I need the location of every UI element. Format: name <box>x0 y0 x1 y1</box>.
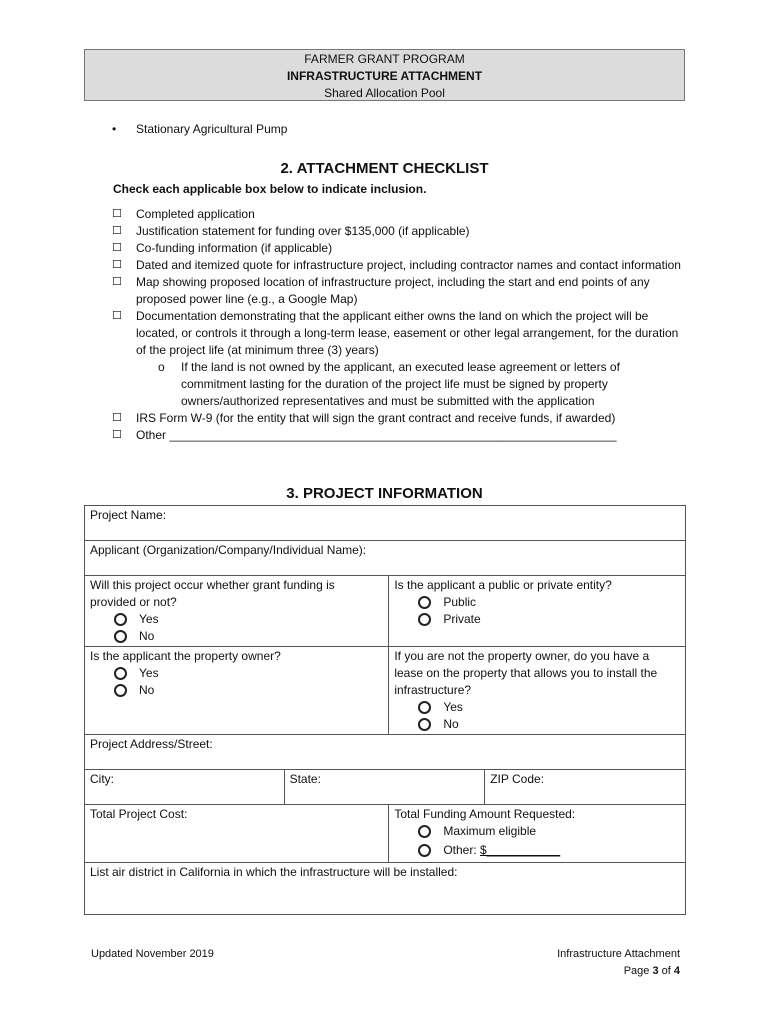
radio-icon[interactable] <box>114 630 127 643</box>
bullet-icon: • <box>112 122 117 136</box>
air-district-field[interactable]: List air district in California in which the infrastructure will be installed: <box>85 863 686 915</box>
document-header <box>84 49 685 101</box>
checkbox-icon[interactable]: ☐ <box>112 412 122 424</box>
checkbox-icon[interactable]: ☐ <box>112 429 122 441</box>
other-amount-blank[interactable]: $___________ <box>480 843 561 857</box>
checkbox-icon[interactable]: ☐ <box>112 225 122 237</box>
bullet-item <box>112 121 287 138</box>
attachment-checklist <box>112 206 682 444</box>
checklist-instruction: Check each applicable box below to indicate inclusion. <box>113 182 427 196</box>
checkbox-icon[interactable]: ☐ <box>112 259 122 271</box>
entity-question-cell: Is the applicant a public or private entity? Public Private <box>389 576 686 647</box>
radio-icon[interactable] <box>114 613 127 626</box>
state-field[interactable]: State: <box>284 770 485 805</box>
applicant-name-field[interactable]: Applicant (Organization/Company/Individual Name): <box>85 541 686 576</box>
header-title: INFRASTRUCTURE ATTACHMENT <box>286 69 483 83</box>
radio-yes[interactable]: Yes <box>394 699 680 716</box>
radio-icon[interactable] <box>418 825 431 838</box>
checklist-item[interactable]: ☐ Co-funding information (if applicable) <box>112 241 333 255</box>
checklist-item[interactable]: ☐ Other ___________________________________________________________________ <box>112 428 617 442</box>
section3-title: 3. PROJECT INFORMATION <box>286 485 483 502</box>
funding-requested-cell: Total Funding Amount Requested: Maximum eligible Other: $___________ <box>389 805 686 863</box>
radio-yes[interactable]: Yes <box>90 665 383 682</box>
city-field[interactable]: City: <box>85 770 285 805</box>
project-info-table <box>84 505 686 915</box>
project-name-field[interactable]: Project Name: <box>85 506 686 541</box>
checkbox-icon[interactable]: ☐ <box>112 242 122 254</box>
radio-icon[interactable] <box>418 596 431 609</box>
page-number: Page 3 of 4 <box>623 965 680 977</box>
checkbox-icon[interactable]: ☐ <box>112 310 122 322</box>
radio-icon[interactable] <box>418 701 431 714</box>
radio-icon[interactable] <box>418 718 431 731</box>
section2-title: 2. ATTACHMENT CHECKLIST <box>280 160 489 177</box>
radio-icon[interactable] <box>418 613 431 626</box>
radio-yes[interactable]: Yes <box>90 611 383 628</box>
checklist-item[interactable]: ☐ Dated and itemized quote for infrastructure project, including contractor names and contact information <box>112 258 681 272</box>
checklist-item[interactable]: ☐ Completed application <box>112 207 255 221</box>
checklist-subitem: o If the land is not owned by the applicant, an executed lease agreement or letters of commitment lasting for the duration of the project life must be signed by property owners/authorized representatives and must be submitted with the application <box>158 360 620 408</box>
checklist-item[interactable]: ☐ Documentation demonstrating that the applicant either owns the land on which the project will be located, or controls it through a long-term lease, easement or other legal arrangement, for the duration of the project life (at minimum three (3) years) <box>112 309 679 357</box>
zip-field[interactable]: ZIP Code: <box>485 770 686 805</box>
circle-bullet-icon: o <box>158 360 165 374</box>
footer-page-info <box>557 946 680 980</box>
footer-doc-name: Infrastructure Attachment <box>557 948 680 960</box>
checklist-item[interactable]: ☐ Map showing proposed location of infrastructure project, including the start and end points of any proposed power line (e.g., a Google Map) <box>112 275 650 306</box>
checkbox-icon[interactable]: ☐ <box>112 276 122 288</box>
radio-icon[interactable] <box>418 844 431 857</box>
footer-updated: Updated November 2019 <box>91 948 214 960</box>
radio-public[interactable]: Public <box>394 594 680 611</box>
checklist-item[interactable]: ☐ Justification statement for funding over $135,000 (if applicable) <box>112 224 470 238</box>
radio-private[interactable]: Private <box>394 611 680 628</box>
project-address-field[interactable]: Project Address/Street: <box>85 735 686 770</box>
radio-icon[interactable] <box>114 667 127 680</box>
radio-other-amount[interactable]: Other: $___________ <box>394 842 680 859</box>
radio-icon[interactable] <box>114 684 127 697</box>
owner-question-cell: Is the applicant the property owner? Yes No <box>85 647 389 735</box>
radio-no[interactable]: No <box>90 628 383 645</box>
radio-no[interactable]: No <box>394 716 680 733</box>
bullet-text: Stationary Agricultural Pump <box>136 122 288 136</box>
header-program: FARMER GRANT PROGRAM <box>304 52 465 66</box>
lease-question-cell: If you are not the property owner, do you have a lease on the property that allows you to install the infrastructure? Yes No <box>389 647 686 735</box>
radio-no[interactable]: No <box>90 682 383 699</box>
radio-max-eligible[interactable]: Maximum eligible <box>394 823 680 840</box>
total-cost-field[interactable]: Total Project Cost: <box>85 805 389 863</box>
grant-question-cell: Will this project occur whether grant funding is provided or not? Yes No <box>85 576 389 647</box>
header-subtitle: Shared Allocation Pool <box>324 86 445 100</box>
checklist-item[interactable]: ☐ IRS Form W-9 (for the entity that will sign the grant contract and receive funds, if awarded) <box>112 411 616 425</box>
checkbox-icon[interactable]: ☐ <box>112 208 122 220</box>
